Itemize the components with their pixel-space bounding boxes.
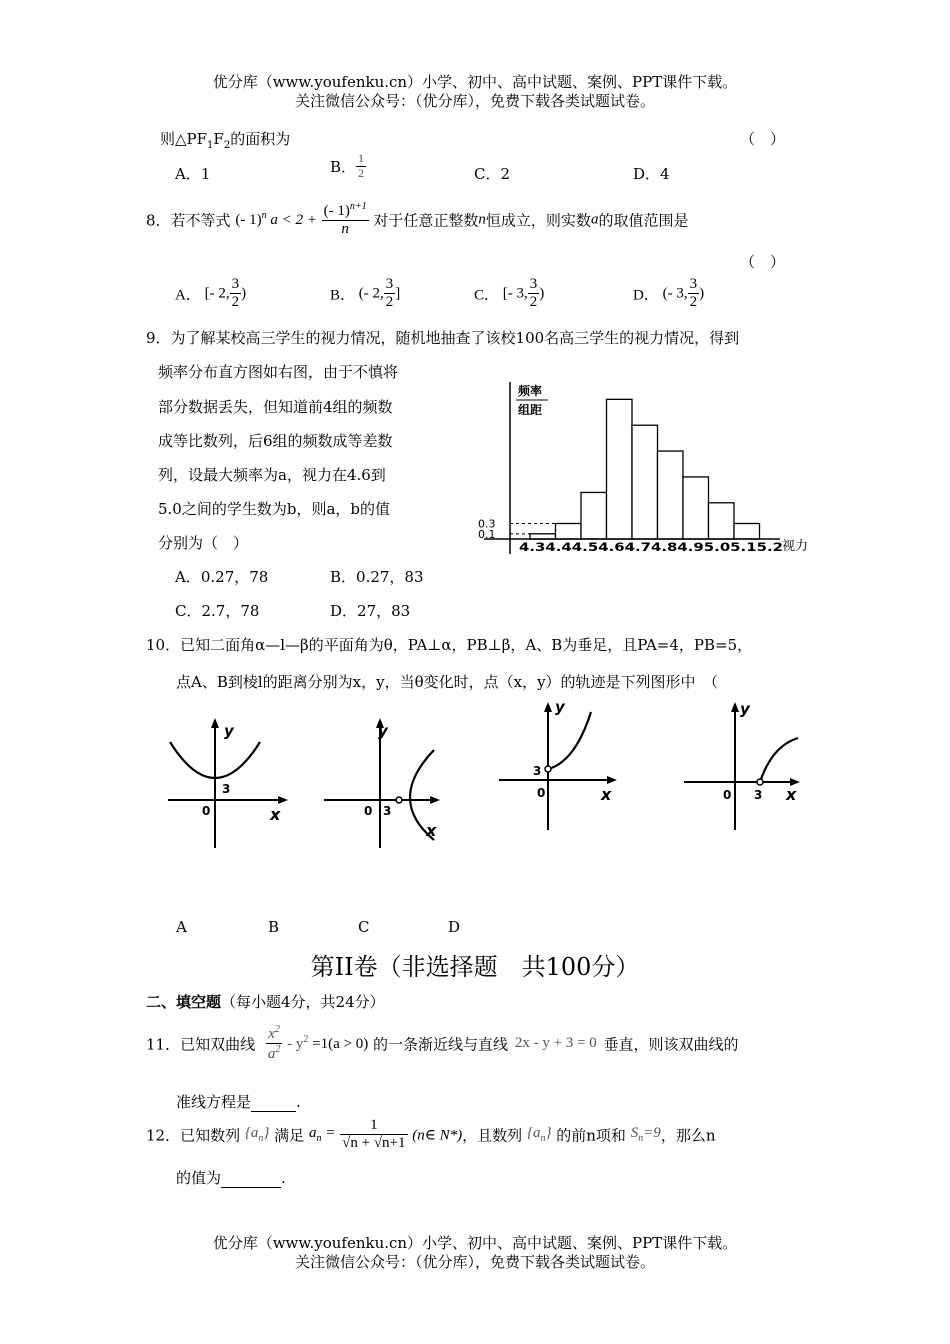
histogram-bar [683, 477, 709, 539]
svg-text:3: 3 [383, 804, 392, 818]
svg-text:0: 0 [202, 804, 211, 818]
q12-stem: 12．已知数列 $\{a_n\}$ 满足 $a_n$ = $\frac{1}{√n + √n+1}$ (n∈ N*)，且数列 $\{a_n\}$ 的前n项和 $S_n=9$，那么n [146, 1117, 716, 1152]
histogram-bar [607, 399, 633, 539]
histogram-bar [530, 534, 556, 539]
q9-line-6: 5.0之间的学生数为b，则a，b的值 [158, 500, 391, 518]
q8-stem: 8．若不等式 (- 1)$^n$ a < 2 + $\frac{(- 1)^{n+1}}{n}$ 对于任意正整数n恒成立，则实数a的取值范围是 [146, 201, 689, 238]
q7-stem: 则$\triangle PF_1F_2$的面积为 [160, 130, 291, 151]
svg-text:3: 3 [754, 788, 763, 802]
q7-option-b: B． $\frac{1}{2}$ [330, 151, 365, 180]
svg-text:0: 0 [723, 788, 732, 802]
q9-line-2: 频率分布直方图如右图，由于不慎将 [158, 363, 399, 381]
svg-text:y: y [740, 700, 750, 718]
x-tick-labels: 4.34.44.54.64.74.84.95.05.15.2 [519, 540, 783, 554]
q9-option-a: A．0.27，78 [175, 568, 269, 586]
q7-option-d: D．4 [633, 165, 670, 183]
header-line-2: 关注微信公众号：（优分库），免费下载各类试题试卷。 [294, 92, 655, 110]
q9-option-c: C．2.7，78 [175, 602, 260, 620]
ylabel-top: 频率 [518, 384, 543, 398]
q10-stem-line-1: 10．已知二面角α—l—β的平面角为θ，PA⊥α，PB⊥β，A、B为垂足，且PA=4，PB=5， [146, 636, 753, 654]
q9-line-4: 成等比数列，后6组的频数成等差数 [158, 432, 393, 450]
svg-text:y: y [378, 722, 388, 740]
svg-text:x: x [426, 821, 437, 840]
y-tick-label: 0.1 [478, 527, 496, 541]
q7-answer-bracket: （ ） [740, 130, 786, 148]
graph-b [320, 712, 450, 852]
footer-line-2: 关注微信公众号：（优分库），免费下载各类试题试卷。 [294, 1253, 655, 1271]
svg-text:3: 3 [533, 764, 542, 778]
q8-option-d: D． (- 3, $\frac{3}{2}$ ) [633, 276, 705, 311]
ylabel-bottom: 组距 [518, 403, 543, 417]
section-heading: 二、填空题（每小题4分，共24分） [146, 993, 385, 1011]
q9-option-d: D．27，83 [330, 602, 411, 620]
svg-text:3: 3 [222, 782, 231, 796]
q9-line-5: 列，设最大频率为a，视力在4.6到 [158, 466, 386, 484]
histogram-bar [658, 451, 684, 539]
graph-label-b: B [268, 918, 280, 936]
svg-text:y: y [224, 722, 234, 740]
histogram-bar [709, 503, 735, 539]
q11-line-2: 准线方程是 . [176, 1093, 301, 1111]
svg-text:x: x [270, 805, 281, 824]
q8-option-b: B． (- 2, $\frac{3}{2}$ ] [330, 276, 401, 311]
svg-text:x: x [786, 785, 797, 804]
svg-text:y: y [555, 698, 565, 716]
histogram-bar [556, 523, 582, 539]
svg-text:0: 0 [537, 786, 546, 800]
graph-c [495, 696, 625, 836]
q8-option-c: C． [- 3, $\frac{3}{2}$ ) [474, 276, 545, 311]
q9-line-3: 部分数据丢失，但知道前4组的频数 [158, 398, 393, 416]
footer-line-1: 优分库（www.youfenku.cn）小学、初中、高中试题、案例、PPT课件下载。 [212, 1234, 738, 1252]
graph-label-d: D [448, 918, 461, 936]
graph-a [162, 712, 292, 852]
q9-stem-line-1: 9．为了解某校高三学生的视力情况，随机地抽查了该校100名高三学生的视力情况，得到 [146, 329, 740, 347]
section-title: 第II卷（非选择题 共100分） [310, 953, 640, 981]
q10-stem-line-2: 点A、B到棱l的距离分别为x，y，当θ变化时，点（x，y）的轨迹是下列图形中 （ [176, 673, 719, 691]
q7-option-a: A．1 [175, 165, 211, 183]
q12-line-2: 的值为 . [176, 1169, 286, 1187]
q7-option-c: C．2 [474, 165, 511, 183]
q9-option-b: B．0.27，83 [330, 568, 424, 586]
q8-answer-bracket: （ ） [740, 253, 786, 271]
y-tick-label: 0.3 [478, 517, 496, 531]
graph-d [680, 696, 810, 836]
xlabel: 视力 [782, 539, 809, 554]
histogram-bar [632, 425, 658, 539]
histogram-bar [734, 523, 760, 539]
graph-label-a: A [176, 918, 187, 936]
frequency-histogram [470, 378, 820, 568]
histogram-bar [581, 492, 607, 539]
svg-text:x: x [601, 785, 612, 804]
svg-text:0: 0 [364, 804, 373, 818]
q11-stem: 11．已知双曲线 $\frac{x^2}{a^2}$ - $y^2 =1(a > 0)$ 的一条渐近线与直线 2x - y + 3 = 0 垂直，则该双曲线的 [146, 1024, 739, 1063]
graph-label-c: C [358, 918, 370, 936]
q9-line-7: 分别为（ ） [158, 534, 249, 552]
header-line-1: 优分库（www.youfenku.cn）小学、初中、高中试题、案例、PPT课件下载。 [212, 73, 738, 91]
q8-option-a: A． [- 2, $\frac{3}{2}$ ) [175, 276, 247, 311]
